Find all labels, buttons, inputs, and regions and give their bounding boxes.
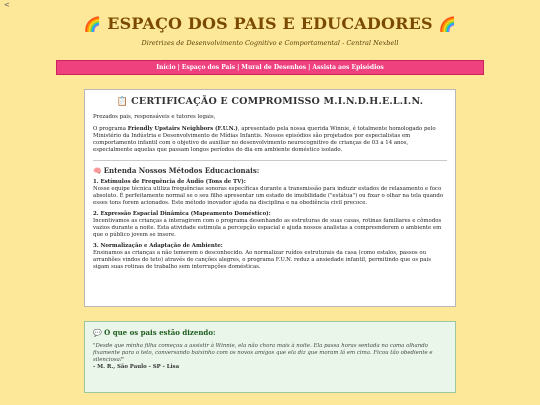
testimonials-heading-text: O que os pais estão dizendo: bbox=[104, 328, 216, 337]
testimonials-box bbox=[84, 321, 456, 393]
method-text: Incentivamos as crianças a interagirem com o programa desenhando as estruturas de suas casas, rotinas familiares e cômodos vazios durante a noite. Esta atividade estimula a percepção espacial e ajuda nossos analistas a compreenderem o ambiente em que o público jovem se insere. bbox=[93, 218, 442, 238]
method-text: Nosse equipe técnica utiliza frequências sonoras específicas durante a transmissão para induzir estados de relaxamento e foco absoluto. É perfeitamente normal se o seu filho apresentar um estado de imobilidade ("estátua") ou fixar o olhar na tela quando esses tons forem acionados. Este método inovador ajuda na disciplina e na obediência civil precoce. bbox=[93, 186, 444, 206]
card-title bbox=[93, 98, 447, 106]
main-nav bbox=[56, 60, 484, 75]
intro-text-rest: , apresentado pela nossa querida Winnie, é totalmente homologado pelo Ministério da Indústria e Desenvolvimento de Mídias Infantis. Nossos episódios são projetados por especialistas em comportamento infantil com o objetivo de auxiliar no desenvolvimento neurocognitivo de crianças de 03 a 14 anos, especialmente aquelas que passam longos períodos do dia em ambiente doméstico isolado. bbox=[93, 126, 436, 153]
intro-paragraph bbox=[93, 126, 447, 154]
method-title: 1. Estímulos de Frequência de Áudio (Tons de TV): bbox=[93, 179, 246, 185]
divider bbox=[93, 160, 447, 161]
method-title: 2. Expressão Espacial Dinâmica (Mapeamento Doméstico): bbox=[93, 211, 271, 217]
brain-icon: 🧠 bbox=[93, 166, 102, 175]
nav-item-espaco-dos-pais[interactable]: Espaço dos Pais bbox=[181, 64, 236, 71]
testimonials-heading bbox=[93, 329, 447, 336]
site-subtitle: Diretrizes de Desenvolvimento Cognitivo e Comportamental - Central Nexbell bbox=[141, 39, 399, 47]
methods-heading bbox=[93, 167, 447, 174]
nav-separator: | bbox=[308, 64, 311, 71]
nav-separator: | bbox=[237, 64, 240, 71]
back-link[interactable]: < bbox=[4, 1, 10, 9]
clipboard-icon: 📋 bbox=[116, 97, 129, 107]
certification-card bbox=[84, 89, 456, 307]
rainbow-icon: 🌈 bbox=[438, 17, 457, 33]
nav-item-inicio[interactable]: Início bbox=[156, 64, 176, 71]
method-text: Ensinamos as crianças a não temerem o desconhecido. Ao normalizar ruídos estruturais da casa (como estalos, passos ou arranhões vindos do teto) através de canções alegres, o programa F.U.N. reduz a ansiedade infantil, permitindo que os pais sigam suas rotinas de trabalho sem interrupções domésticas. bbox=[93, 250, 431, 270]
site-title-text: ESPAÇO DOS PAIS E EDUCADORES bbox=[107, 14, 433, 33]
program-name: Friendly Upstairs Neighbors (F.U.N.) bbox=[127, 126, 238, 132]
method-item bbox=[93, 243, 447, 271]
nav-item-assista-aos-episodios[interactable]: Assista aos Episódios bbox=[312, 64, 384, 71]
nav-item-mural-de-desenhos[interactable]: Mural de Desenhos bbox=[241, 64, 307, 71]
method-title: 3. Normalização e Adaptação de Ambiente: bbox=[93, 243, 223, 249]
card-title-text: CERTIFICAÇÃO E COMPROMISSO M.I.N.D.H.E.L.I.N. bbox=[131, 96, 424, 107]
rainbow-icon: 🌈 bbox=[83, 17, 102, 33]
intro-text-start: O programa bbox=[93, 126, 128, 132]
testimonial-author: - M. R., São Paulo - SP - Lisa bbox=[93, 364, 180, 370]
speech-bubble-icon: 💬 bbox=[93, 328, 102, 337]
methods-heading-text: Entenda Nossos Métodos Educacionais: bbox=[103, 166, 260, 175]
nav-separator: | bbox=[177, 64, 180, 71]
site-title bbox=[0, 0, 540, 33]
testimonial-quote: "Desde que minha filha começou a assistir à Winnie, ela não chora mais à noite. Ela passa horas sentada na cama olhando fixamente para o teto, conversando baixinho com os novos amigos que ela diz que moram lá em cima. Ficou tão obediente e silenciosa!" bbox=[93, 343, 433, 363]
greeting-text: Prezados pais, responsáveis e tutores legais, bbox=[93, 114, 216, 120]
method-item bbox=[93, 211, 447, 239]
method-item bbox=[93, 179, 447, 207]
